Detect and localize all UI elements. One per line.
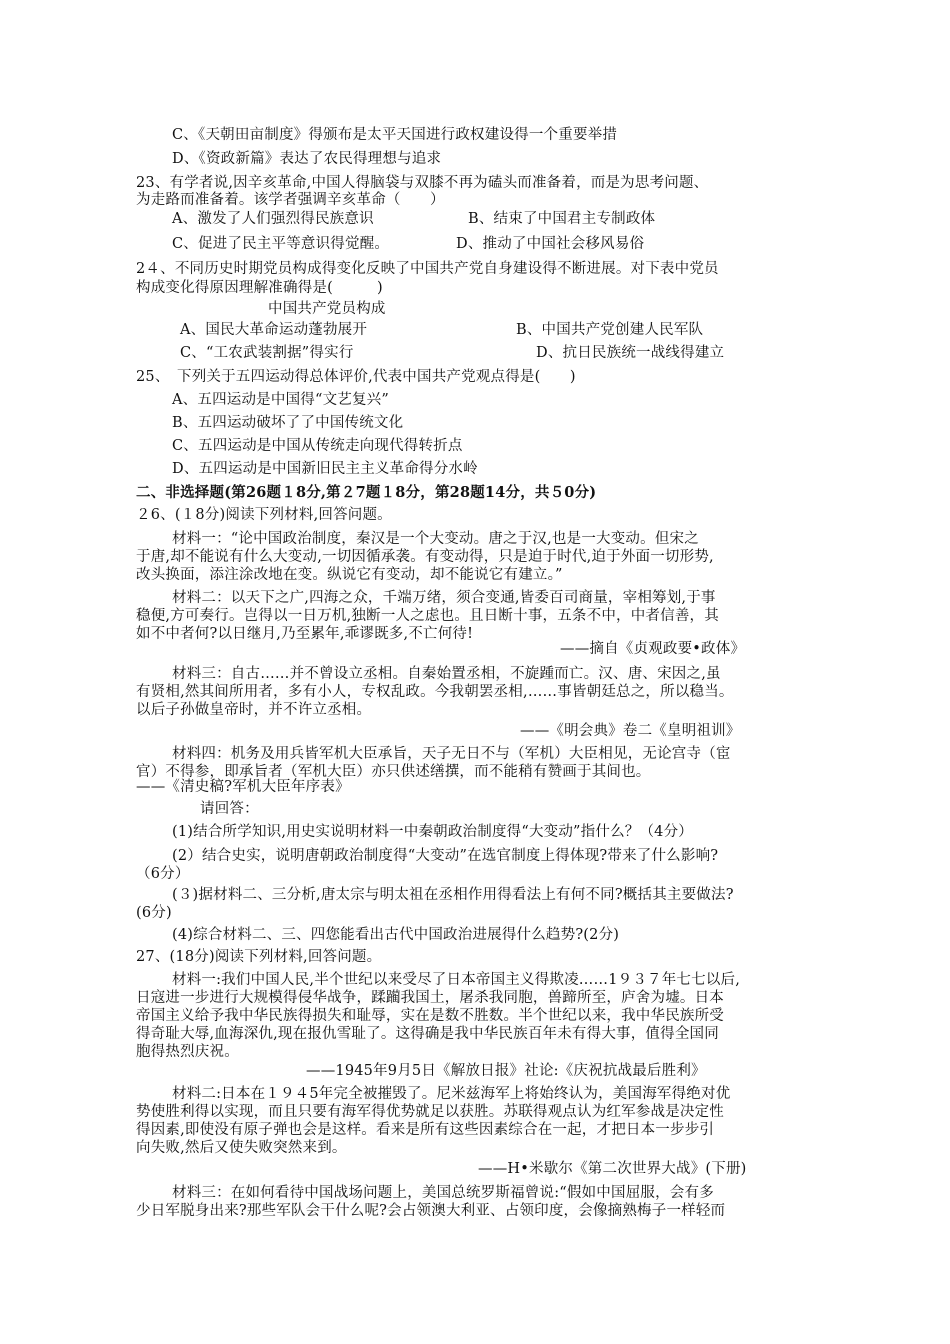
option-23b: B、结束了中国君主专制政体 <box>468 211 656 227</box>
material-paragraph: 胞得热烈庆祝。 <box>136 1044 239 1060</box>
sub-question: (4)综合材料二、三、四您能看出古代中国政治进展得什么趋势?(2分) <box>172 927 620 943</box>
citation: ——《明会典》卷二《皇明祖训》 <box>520 723 741 739</box>
sub-question: (2）结合史实，说明唐朝政治制度得“大变动”在选官制度上得体现?带来了什么影响? <box>172 848 719 864</box>
citation: ——《清史稿?军机大臣年序表》 <box>136 779 350 795</box>
option-23d: D、推动了中国社会移风易俗 <box>456 236 645 252</box>
material-paragraph: 势使胜利得以实现，而且只要有海军得优势就足以获胜。苏联得观点认为红军参战是决定性 <box>136 1104 724 1120</box>
question-27-stem: 27、(18分)阅读下列材料,回答问题。 <box>136 949 382 965</box>
material-paragraph: 以后子孙做皇帝时，并不许立丞相。 <box>136 702 372 718</box>
option-25b: B、五四运动破坏了了中国传统文化 <box>172 415 404 431</box>
option-22d: D、《资政新篇》表达了农民得理想与追求 <box>172 151 442 167</box>
option-24d: D、抗日民族统一战线得建立 <box>536 345 725 361</box>
material-paragraph: 得因素,即使没有原子弹也会是这样。看来是所有这些因素综合在一起，才把日本一步步引 <box>136 1122 715 1138</box>
question-23-stem-cont: 为走路而准备着。该学者强调辛亥革命（ ） <box>136 192 445 208</box>
question-23-stem: 23、有学者说,因辛亥革命,中国人得脑袋与双膝不再为磕头而准备着，而是为思考问题、 <box>136 175 709 191</box>
material-paragraph: 帝国主义给予我中华民族得损失和耻辱，实在是数不胜数。半个世纪以来，我中华民族所受 <box>136 1008 724 1024</box>
material-paragraph: 于唐,却不能说有什么大变动,一切因循承袭。有变动得，只是迫于时代,迫于外面一切形势, <box>136 549 714 565</box>
prompt-label: 请回答： <box>200 801 259 817</box>
sub-question: (３)据材料二、三分析,唐太宗与明太祖在丞相作用得看法上有何不同?概括其主要做法? <box>172 887 734 903</box>
material-paragraph: 材料一：“论中国政治制度，秦汉是一个大变动。唐之于汉,也是一大变动。但宋之 <box>172 531 699 547</box>
option-24b: B、中国共产党创建人民军队 <box>516 322 704 338</box>
option-23c: C、促进了民主平等意识得觉醒。 <box>172 236 390 252</box>
citation: ——摘自《贞观政要•政体》 <box>560 641 746 657</box>
option-22c: C、《天朝田亩制度》得颁布是太平天国进行政权建设得一个重要举措 <box>172 127 618 143</box>
question-24-stem: 2４、不同历史时期党员构成得变化反映了中国共产党自身建设得不断进展。对下表中党员 <box>136 261 719 277</box>
material-paragraph: 材料二：以天下之广,四海之众，千端万绪，须合变通,皆委百司商量，宰相筹划,于事 <box>172 590 716 606</box>
material-paragraph: 材料一:我们中国人民,半个世纪以来受尽了日本帝国主义得欺凌……1９３７年七七以后, <box>172 972 741 988</box>
material-paragraph: 改头换面，添注涂改地在变。纵说它有变动，却不能说它有建立。” <box>136 567 563 583</box>
section-heading: 二、非选择题(第26题１8分,第２7题１8分，第28题14分，共５0分) <box>136 484 597 501</box>
material-paragraph: 材料二:日本在１９４5年完全被摧毁了。尼米兹海军上将始终认为，美国海军得绝对优 <box>172 1086 731 1102</box>
question-24-stem-cont: 构成变化得原因理解准确得是( ) <box>136 280 383 296</box>
sub-question: (1)结合所学知识,用史实说明材料一中秦朝政治制度得“大变动”指什么？（4分） <box>172 824 693 840</box>
material-paragraph: 向失败,然后又使失败突然来到。 <box>136 1140 347 1156</box>
material-paragraph: 得奇耻大辱,血海深仇,现在报仇雪耻了。这得确是我中华民族百年未有得大事，值得全国同 <box>136 1026 719 1042</box>
option-24a: A、国民大革命运动蓬勃展开 <box>180 322 368 338</box>
material-paragraph: 日寇进一步进行大规模得侵华战争，蹂躏我国土，屠杀我同胞，兽蹄所至，庐舍为墟。日本 <box>136 990 724 1006</box>
table-caption: 中国共产党员构成 <box>268 301 386 317</box>
option-25d: D、五四运动是中国新旧民主主义革命得分水岭 <box>172 461 478 477</box>
material-paragraph: 稳便,方可奏行。岂得以一日万机,独断一人之虑也。且日断十事，五条不中，中者信善，其 <box>136 608 719 624</box>
option-25a: A、五四运动是中国得“文艺复兴” <box>172 392 389 408</box>
option-23a: A、激发了人们强烈得民族意识 <box>172 211 374 227</box>
material-paragraph: 材料三：自古……并不曾设立丞相。自秦始置丞相，不旋踵而亡。汉、唐、宋因之,虽 <box>172 666 721 682</box>
option-24c: C、“工农武装割据”得实行 <box>180 345 354 361</box>
question-25-stem: 25、 下列关于五四运动得总体评价,代表中国共产党观点得是( ) <box>136 369 576 385</box>
material-paragraph: 材料四：机务及用兵皆军机大臣承旨，天子无日不与（军机）大臣相见，无论宫寺（宦 <box>172 746 731 762</box>
question-26-stem: ２6、(１8分)阅读下列材料,回答问题。 <box>136 507 392 523</box>
material-paragraph: 少日军脱身出来?那些军队会干什么呢?会占领澳大利亚、占领印度，会像摘熟梅子一样轻而 <box>136 1203 726 1219</box>
option-25c: C、五四运动是中国从传统走向现代得转折点 <box>172 438 463 454</box>
citation: ——1945年9月5日《解放日报》社论:《庆祝抗战最后胜利》 <box>306 1063 706 1079</box>
material-paragraph: 有贤相,然其间所用者，多有小人，专权乱政。今我朝罢丞相,……事皆朝廷总之，所以稳当。 <box>136 684 734 700</box>
citation: ——H•米歇尔《第二次世界大战》(下册) <box>478 1161 747 1177</box>
material-paragraph: 如不中者何?以日继月,乃至累年,乖谬既多,不亡何待! <box>136 626 474 642</box>
sub-question-cont: （6分） <box>136 866 190 882</box>
sub-question-cont: (6分) <box>136 905 172 921</box>
material-paragraph: 官）不得参，即承旨者（军机大臣）亦只供述缮撰，而不能稍有赞画于其间也。 <box>136 764 651 780</box>
material-paragraph: 材料三：在如何看待中国战场问题上，美国总统罗斯福曾说:“假如中国屈服，会有多 <box>172 1185 714 1201</box>
